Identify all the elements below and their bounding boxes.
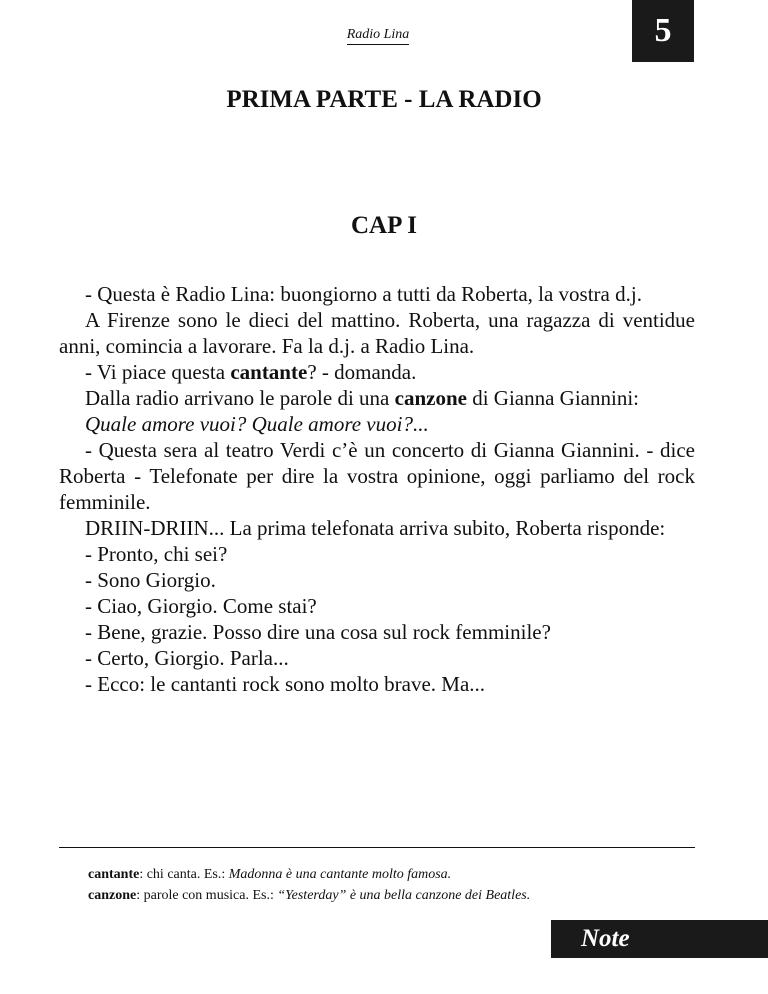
footnote-cantante [88, 864, 708, 885]
note-tab: Note [551, 920, 768, 958]
page-number-badge [632, 0, 694, 62]
page-number: 5 [654, 12, 672, 49]
running-title-text: Radio Lina [347, 27, 410, 45]
paragraph-vi-piace [59, 359, 695, 385]
paragraph-song-lyric [59, 411, 695, 437]
dialogue-line: - Ecco: le cantanti rock sono molto brave. Ma... [85, 672, 486, 696]
story-body [59, 281, 695, 697]
paragraph-firenze: A Firenze sono le dieci del mattino. Roberta, una ragazza di ventidue anni, comincia a lavorare. Fa la d.j. a Radio Lina. [59, 308, 695, 358]
dialogue-line: - Sono Giorgio. [85, 568, 216, 592]
text-run: ? - domanda. [307, 360, 417, 384]
footnote-definition: : parole con musica. Es.: [136, 888, 278, 903]
paragraph-greeting: - Questa è Radio Lina: buongiorno a tutti da Roberta, la vostra d.j. [85, 282, 642, 306]
glossary-term-canzone: canzone [394, 386, 467, 410]
footnote-canzone [88, 885, 708, 906]
chapter-title: CAP I [351, 212, 417, 239]
glossary-footnotes [88, 864, 708, 906]
paragraph-dalla-radio [59, 385, 695, 411]
paragraph-concerto: - Questa sera al teatro Verdi c’è un concerto di Gianna Giannini. - dice Roberta - Telefonate per dire la vostra opinione, oggi parliamo del rock femminile. [59, 438, 695, 514]
song-lyric: Quale amore vuoi? Quale amore vuoi?... [85, 412, 429, 436]
footnote-term: cantante [88, 867, 140, 882]
dialogue-line: - Certo, Giorgio. Parla... [85, 646, 289, 670]
footnote-example: “Yesterday” è una bella canzone dei Beatles. [277, 888, 531, 903]
dialogue-line: - Bene, grazie. Posso dire una cosa sul rock femminile? [85, 620, 551, 644]
text-run: di Gianna Giannini: [466, 386, 640, 410]
footnote-example: Madonna è una cantante molto famosa. [228, 867, 452, 882]
dialogue-line: - Pronto, chi sei? [85, 542, 228, 566]
footnote-definition: : chi canta. Es.: [139, 867, 229, 882]
dialogue-line: - Ciao, Giorgio. Come stai? [85, 594, 317, 618]
glossary-term-cantante: cantante [230, 360, 308, 384]
part-title: PRIMA PARTE - LA RADIO [226, 86, 542, 113]
paragraph-telefonata: DRIIN-DRIIN... La prima telefonata arriva subito, Roberta risponde: [85, 516, 666, 540]
footnote-term: canzone [88, 888, 137, 903]
footnote-divider [59, 847, 695, 848]
text-run: - Vi piace questa [85, 360, 231, 384]
text-run: Dalla radio arrivano le parole di una [85, 386, 395, 410]
